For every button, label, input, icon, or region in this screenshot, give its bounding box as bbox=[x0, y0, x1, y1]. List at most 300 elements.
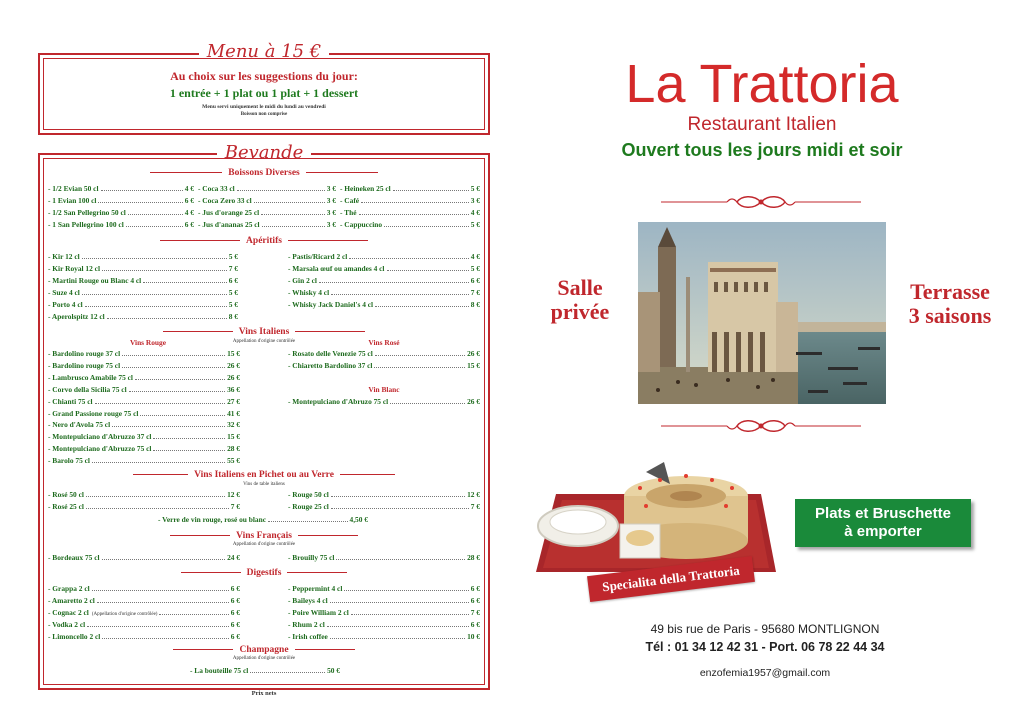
leader-dots bbox=[126, 226, 183, 227]
section-title-text: Apéritifs bbox=[246, 236, 282, 246]
item-price: 28 € bbox=[467, 553, 480, 562]
item-price: 7 € bbox=[228, 264, 238, 273]
leader-dots bbox=[122, 367, 225, 368]
menu-item bbox=[48, 312, 238, 322]
item-name-wrap bbox=[48, 432, 151, 442]
item-name-wrap bbox=[288, 490, 329, 500]
menu-item bbox=[48, 361, 240, 371]
section-title bbox=[40, 531, 488, 541]
item-price: 12 € bbox=[227, 490, 240, 499]
item-price: 3 € bbox=[326, 208, 336, 217]
section-title bbox=[40, 645, 488, 655]
item-price: 7 € bbox=[230, 502, 240, 511]
item-name-wrap bbox=[48, 373, 133, 383]
item-price: 55 € bbox=[227, 456, 240, 466]
menu-item bbox=[288, 361, 480, 371]
item-name-wrap bbox=[48, 502, 84, 512]
venice-painting bbox=[638, 222, 886, 404]
item-price: 6 € bbox=[230, 620, 240, 629]
menu-item bbox=[190, 666, 340, 676]
item-price: 6 € bbox=[470, 596, 480, 605]
item-name: - Kir Royal 12 cl bbox=[48, 264, 101, 273]
menu-item bbox=[158, 515, 368, 525]
leader-dots bbox=[359, 214, 469, 215]
leader-dots bbox=[268, 521, 348, 522]
item-name-wrap bbox=[48, 288, 80, 298]
item-price: 5 € bbox=[470, 264, 480, 273]
salle-privee bbox=[538, 276, 622, 324]
menu-item bbox=[48, 288, 238, 298]
prix-nets: Prix nets bbox=[251, 690, 277, 697]
item-name: - Grappa 2 cl bbox=[48, 584, 90, 593]
leader-dots bbox=[250, 672, 325, 673]
menu-item bbox=[48, 490, 240, 500]
section-note: Appellation d'origine contrôlée bbox=[232, 656, 296, 661]
leader-dots bbox=[92, 462, 225, 463]
item-name: - Café bbox=[340, 196, 360, 205]
menu-item bbox=[48, 456, 240, 466]
leader-dots bbox=[86, 496, 225, 497]
item-name: - Limoncello 2 cl bbox=[48, 632, 101, 641]
menu-item bbox=[48, 432, 240, 442]
item-name-wrap bbox=[288, 252, 347, 262]
subsection-title: Vins Rouge bbox=[129, 338, 167, 347]
item-price: 6 € bbox=[470, 584, 480, 593]
item-name: - Jus d'orange 25 cl bbox=[198, 208, 260, 217]
item-price: 4 € bbox=[470, 252, 480, 261]
item-name: - Lambrusco Amabile 75 cl bbox=[48, 372, 133, 382]
salle-line2: privée bbox=[550, 299, 610, 324]
item-name-wrap bbox=[48, 444, 151, 454]
menu-item bbox=[48, 300, 238, 310]
menu-item bbox=[340, 208, 480, 218]
menu-item bbox=[288, 608, 480, 618]
menu-item bbox=[288, 288, 480, 298]
item-price: 6 € bbox=[230, 596, 240, 605]
menu-item bbox=[288, 490, 480, 500]
item-name-wrap bbox=[288, 620, 325, 630]
item-price: 7 € bbox=[470, 288, 480, 297]
menu-item bbox=[288, 632, 480, 642]
item-name-wrap bbox=[198, 208, 259, 218]
menu-item bbox=[198, 196, 336, 206]
item-name: - Brouilly 75 cl bbox=[288, 553, 335, 562]
item-name-wrap bbox=[288, 349, 373, 359]
menu-item bbox=[288, 276, 480, 286]
item-price: 26 € bbox=[227, 360, 240, 370]
item-price: 26 € bbox=[467, 349, 480, 358]
terrasse-line1: Terrasse bbox=[910, 279, 990, 304]
item-price: 28 € bbox=[227, 444, 240, 454]
item-price: 7 € bbox=[470, 608, 480, 617]
leader-dots bbox=[97, 602, 229, 603]
section-title-text: Digestifs bbox=[246, 568, 282, 578]
item-price: 8 € bbox=[228, 312, 238, 321]
item-price: 4 € bbox=[184, 208, 194, 217]
leader-dots bbox=[102, 270, 227, 271]
terrasse-3-saisons bbox=[895, 280, 1005, 328]
item-name-wrap bbox=[48, 584, 90, 594]
menu-item bbox=[198, 220, 336, 230]
menu-item bbox=[198, 208, 336, 218]
leader-dots bbox=[336, 559, 465, 560]
leader-dots bbox=[349, 258, 468, 259]
section-title-text: Vins Français bbox=[236, 531, 292, 541]
item-name: - Corvo della Sicilia 75 cl bbox=[48, 384, 127, 394]
item-name: - Suze 4 cl bbox=[48, 288, 80, 297]
menu-item bbox=[48, 632, 240, 642]
bevande-box bbox=[38, 142, 490, 690]
item-price: 4,50 € bbox=[349, 515, 368, 524]
leader-dots bbox=[361, 202, 469, 203]
section-title-text: Boissons Diverses bbox=[228, 168, 300, 178]
menu-item bbox=[48, 208, 194, 218]
menu-item bbox=[340, 184, 480, 194]
menu-item bbox=[288, 584, 480, 594]
restaurant-name: La Trattoria bbox=[625, 54, 899, 114]
menu15-box bbox=[38, 41, 490, 135]
item-name-wrap bbox=[48, 385, 127, 395]
item-name-wrap bbox=[288, 596, 328, 606]
leader-dots bbox=[319, 282, 469, 283]
item-name: - Martini Rouge ou Blanc 4 cl bbox=[48, 276, 142, 285]
item-name: - Vodka 2 cl bbox=[48, 620, 86, 629]
menu-item bbox=[48, 373, 240, 383]
menu-item bbox=[48, 608, 240, 620]
menu-item bbox=[48, 349, 240, 359]
menu-item bbox=[340, 196, 480, 206]
item-price: 36 € bbox=[227, 384, 240, 394]
menu-item bbox=[48, 397, 240, 407]
leader-dots bbox=[254, 202, 325, 203]
menu15-title: Menu à 15 € bbox=[40, 42, 488, 62]
menu-item bbox=[48, 276, 238, 286]
leader-dots bbox=[390, 403, 465, 404]
item-name-wrap bbox=[48, 300, 83, 310]
item-price: 26 € bbox=[467, 397, 480, 406]
leader-dots bbox=[351, 614, 469, 615]
item-name-wrap bbox=[340, 196, 359, 206]
salle-line1: Salle bbox=[557, 275, 603, 300]
item-name: - Rosato delle Venezie 75 cl bbox=[288, 349, 373, 358]
menu-item bbox=[48, 420, 240, 430]
item-price: 3 € bbox=[326, 196, 336, 205]
item-name: - Nero d'Avola 75 cl bbox=[48, 420, 111, 430]
item-price: 50 € bbox=[327, 666, 340, 675]
menu-item bbox=[288, 596, 480, 606]
bevande-title: Bevande bbox=[40, 143, 488, 163]
item-name-wrap bbox=[48, 196, 96, 206]
section-note: Appellation d'origine contrôlée bbox=[232, 542, 296, 547]
leader-dots bbox=[330, 602, 469, 603]
item-name-wrap bbox=[48, 361, 120, 371]
leader-dots bbox=[261, 214, 325, 215]
item-name-wrap bbox=[48, 456, 90, 466]
section-note: Appellation d'origine contrôlée bbox=[232, 339, 296, 344]
item-price: 6 € bbox=[230, 632, 240, 641]
item-name-wrap bbox=[288, 264, 385, 274]
leader-dots bbox=[153, 450, 225, 451]
specialita-text: Specialita della Trattoria bbox=[601, 562, 741, 595]
menu15-line4: Boisson non comprise bbox=[240, 112, 288, 117]
item-name-wrap bbox=[288, 300, 373, 310]
leader-dots bbox=[374, 367, 465, 368]
item-name-wrap bbox=[48, 596, 95, 606]
item-name: - Grand Passione rouge 75 cl bbox=[48, 408, 139, 418]
subsection-title: Vin Blanc bbox=[368, 385, 400, 394]
leader-dots bbox=[331, 496, 465, 497]
item-price: 27 € bbox=[227, 396, 240, 406]
item-name: - Irish coffee bbox=[288, 632, 328, 641]
leader-dots bbox=[95, 403, 226, 404]
section-title-text: Vins Italiens en Pichet ou au Verre bbox=[194, 470, 334, 480]
item-name: - Aperolspitz 12 cl bbox=[48, 312, 105, 321]
leader-dots bbox=[331, 508, 469, 509]
item-name: - Amaretto 2 cl bbox=[48, 596, 95, 605]
leader-dots bbox=[331, 294, 469, 295]
menu-item bbox=[288, 264, 480, 274]
leader-dots bbox=[384, 226, 469, 227]
item-price: 12 € bbox=[467, 490, 480, 499]
item-name: - Porto 4 cl bbox=[48, 300, 83, 309]
leader-dots bbox=[375, 306, 469, 307]
item-name: - Montepulciano d'Abruzo 75 cl bbox=[288, 397, 389, 406]
item-name: - Bordeaux 75 cl bbox=[48, 553, 100, 562]
menu-item bbox=[48, 584, 240, 594]
item-price: 5 € bbox=[228, 288, 238, 297]
item-name-wrap bbox=[340, 208, 357, 218]
item-name-wrap bbox=[48, 397, 93, 407]
menu-item bbox=[198, 184, 336, 194]
item-name-wrap bbox=[288, 608, 349, 618]
item-name-wrap bbox=[48, 409, 138, 419]
item-price: 3 € bbox=[326, 220, 336, 229]
menu-item bbox=[48, 409, 240, 419]
leader-dots bbox=[135, 379, 225, 380]
menu-item bbox=[288, 620, 480, 630]
item-name: - Pastis/Ricard 2 cl bbox=[288, 252, 348, 261]
menu-item bbox=[288, 397, 480, 407]
item-price: 3 € bbox=[470, 196, 480, 205]
leader-dots bbox=[86, 508, 229, 509]
leader-dots bbox=[128, 214, 183, 215]
menu15-line2: 1 entrée + 1 plat ou 1 plat + 1 dessert bbox=[169, 86, 359, 100]
address: 49 bis rue de Paris - 95680 MONTLIGNON bbox=[650, 622, 880, 636]
section-title bbox=[40, 470, 488, 480]
item-price: 4 € bbox=[184, 184, 194, 193]
email: enzofemia1957@gmail.com bbox=[699, 667, 831, 679]
item-name-wrap bbox=[48, 312, 105, 322]
item-name-wrap bbox=[48, 420, 110, 430]
item-name-wrap bbox=[288, 553, 334, 563]
item-name: - Coca Zero 33 cl bbox=[198, 196, 252, 205]
leader-dots bbox=[112, 426, 225, 427]
section-note: Vins de table italiens bbox=[243, 482, 285, 487]
leader-dots bbox=[102, 559, 226, 560]
leader-dots bbox=[87, 626, 229, 627]
item-name-wrap bbox=[48, 620, 85, 630]
menu-item bbox=[288, 502, 480, 512]
item-name: - Rosé 25 cl bbox=[48, 502, 84, 511]
item-price: 26 € bbox=[227, 372, 240, 382]
item-name: - Whisky Jack Daniel's 4 cl bbox=[288, 300, 374, 309]
menu-item bbox=[48, 264, 238, 274]
leader-dots bbox=[143, 282, 227, 283]
item-price: 10 € bbox=[467, 632, 480, 641]
item-name: - Peppermint 4 cl bbox=[288, 584, 343, 593]
item-name: - 1/2 Evian 50 cl bbox=[48, 184, 99, 193]
item-name: - Rosé 50 cl bbox=[48, 490, 84, 499]
item-name: - La bouteille 75 cl bbox=[190, 666, 249, 675]
leader-dots bbox=[92, 590, 229, 591]
item-name-wrap bbox=[288, 288, 329, 298]
menu-item bbox=[48, 553, 240, 563]
item-price: 8 € bbox=[470, 300, 480, 309]
item-price: 41 € bbox=[227, 408, 240, 418]
section-title bbox=[40, 168, 488, 178]
item-price: 3 € bbox=[326, 184, 336, 193]
item-name: - Cognac 2 cl bbox=[48, 608, 89, 617]
item-name: - Whisky 4 cl bbox=[288, 288, 330, 297]
section-title-text: Champagne bbox=[239, 645, 289, 655]
section-title bbox=[40, 327, 488, 337]
item-name: - Verre de vin rouge, rosé ou blanc bbox=[158, 515, 266, 524]
item-name-wrap bbox=[48, 349, 120, 359]
ornament-divider-top bbox=[661, 192, 861, 212]
item-price: 15 € bbox=[467, 361, 480, 370]
item-name-wrap bbox=[48, 553, 100, 563]
leader-dots bbox=[98, 202, 182, 203]
item-name: - 1 San Pellegrino 100 cl bbox=[48, 220, 124, 229]
restaurant-subtitle: Restaurant Italien bbox=[687, 114, 837, 135]
menu-item bbox=[48, 184, 194, 194]
item-price: 6 € bbox=[230, 608, 240, 617]
item-name: - Montepulciano d'Abruzzo 75 cl bbox=[48, 444, 152, 454]
item-name: - Montepulciano d'Abruzzo 37 cl bbox=[48, 432, 152, 442]
item-name: - Coca 33 cl bbox=[198, 184, 235, 193]
ornament-divider-bottom bbox=[661, 416, 861, 436]
item-name-wrap bbox=[198, 196, 252, 206]
item-price: 6 € bbox=[184, 220, 194, 229]
menu-item bbox=[288, 553, 480, 563]
item-name-wrap bbox=[288, 584, 342, 594]
item-price: 6 € bbox=[228, 276, 238, 285]
item-name-wrap bbox=[288, 502, 329, 512]
item-name-wrap bbox=[48, 264, 100, 274]
item-price: 7 € bbox=[470, 502, 480, 511]
item-price: 5 € bbox=[228, 300, 238, 309]
item-price: 5 € bbox=[228, 252, 238, 261]
menu-item bbox=[48, 502, 240, 512]
item-price: 6 € bbox=[470, 276, 480, 285]
item-name: - Jus d'ananas 25 cl bbox=[198, 220, 260, 229]
menu-item bbox=[48, 220, 194, 230]
item-name-wrap bbox=[288, 632, 328, 642]
leader-dots bbox=[262, 226, 325, 227]
item-price: 5 € bbox=[470, 220, 480, 229]
item-name: - Chianti 75 cl bbox=[48, 396, 93, 406]
leader-dots bbox=[330, 638, 465, 639]
section-title bbox=[40, 568, 488, 578]
item-name: - Rouge 50 cl bbox=[288, 490, 329, 499]
leader-dots bbox=[85, 306, 227, 307]
leader-dots bbox=[107, 318, 227, 319]
menu-item bbox=[48, 596, 240, 606]
item-name-wrap bbox=[48, 184, 99, 194]
section-title-text: Vins Italiens bbox=[238, 327, 290, 337]
item-name: - Barolo 75 cl bbox=[48, 456, 90, 466]
leader-dots bbox=[344, 590, 468, 591]
leader-dots bbox=[159, 614, 228, 615]
item-price: 24 € bbox=[227, 553, 240, 562]
item-name: - Baileys 4 cl bbox=[288, 596, 328, 605]
item-name: - 1 Evian 100 cl bbox=[48, 196, 97, 205]
menu-item bbox=[288, 252, 480, 262]
section-title bbox=[40, 236, 488, 246]
leader-dots bbox=[82, 258, 227, 259]
leader-dots bbox=[375, 355, 465, 356]
takeaway-line2: à emporter bbox=[844, 523, 922, 540]
item-note: (Appellation d'origine contrôlée) bbox=[91, 612, 158, 617]
leader-dots bbox=[82, 294, 227, 295]
leader-dots bbox=[140, 415, 225, 416]
item-name-wrap bbox=[288, 276, 317, 286]
item-name-wrap bbox=[48, 252, 80, 262]
item-name-wrap bbox=[48, 490, 84, 500]
leader-dots bbox=[101, 190, 183, 191]
menu-item bbox=[288, 349, 480, 359]
item-name-wrap bbox=[48, 608, 157, 620]
item-price: 5 € bbox=[470, 184, 480, 193]
item-name: - Cappuccino bbox=[340, 220, 383, 229]
item-name: - Marsala œuf ou amandes 4 cl bbox=[288, 264, 385, 273]
leader-dots bbox=[153, 438, 225, 439]
item-name-wrap bbox=[288, 397, 388, 407]
item-name: - Chiaretto Bardolino 37 cl bbox=[288, 361, 373, 370]
menu-item bbox=[48, 385, 240, 395]
item-name: - Heineken 25 cl bbox=[340, 184, 391, 193]
phone: Tél : 01 34 12 42 31 - Port. 06 78 22 44 34 bbox=[645, 640, 885, 654]
opening-hours: Ouvert tous les jours midi et soir bbox=[621, 140, 903, 160]
item-name: - Rouge 25 cl bbox=[288, 502, 329, 511]
item-name-wrap bbox=[198, 184, 235, 194]
terrasse-line2: 3 saisons bbox=[908, 303, 992, 328]
item-name-wrap bbox=[48, 632, 100, 642]
item-name: - Poire William 2 cl bbox=[288, 608, 349, 617]
item-name-wrap bbox=[340, 184, 391, 194]
menu-item bbox=[48, 620, 240, 630]
leader-dots bbox=[122, 355, 225, 356]
item-price: 4 € bbox=[470, 208, 480, 217]
menu-item bbox=[48, 196, 194, 206]
menu-item bbox=[288, 300, 480, 310]
item-name-wrap bbox=[48, 220, 124, 230]
item-name: - Gin 2 cl bbox=[288, 276, 317, 285]
item-price: 6 € bbox=[470, 620, 480, 629]
menu15-line3: Menu servi uniquement le midi du lundi au vendredi bbox=[202, 104, 326, 110]
menu-item bbox=[48, 444, 240, 454]
item-price: 15 € bbox=[227, 432, 240, 442]
item-price: 6 € bbox=[230, 584, 240, 593]
leader-dots bbox=[327, 626, 469, 627]
leader-dots bbox=[393, 190, 469, 191]
item-price: 6 € bbox=[184, 196, 194, 205]
takeaway-line1: Plats et Bruschette bbox=[815, 505, 951, 522]
subsection-title: Vins Rosé bbox=[368, 338, 400, 347]
item-price: 32 € bbox=[227, 420, 240, 430]
menu-item bbox=[340, 220, 480, 230]
item-name-wrap bbox=[198, 220, 260, 230]
